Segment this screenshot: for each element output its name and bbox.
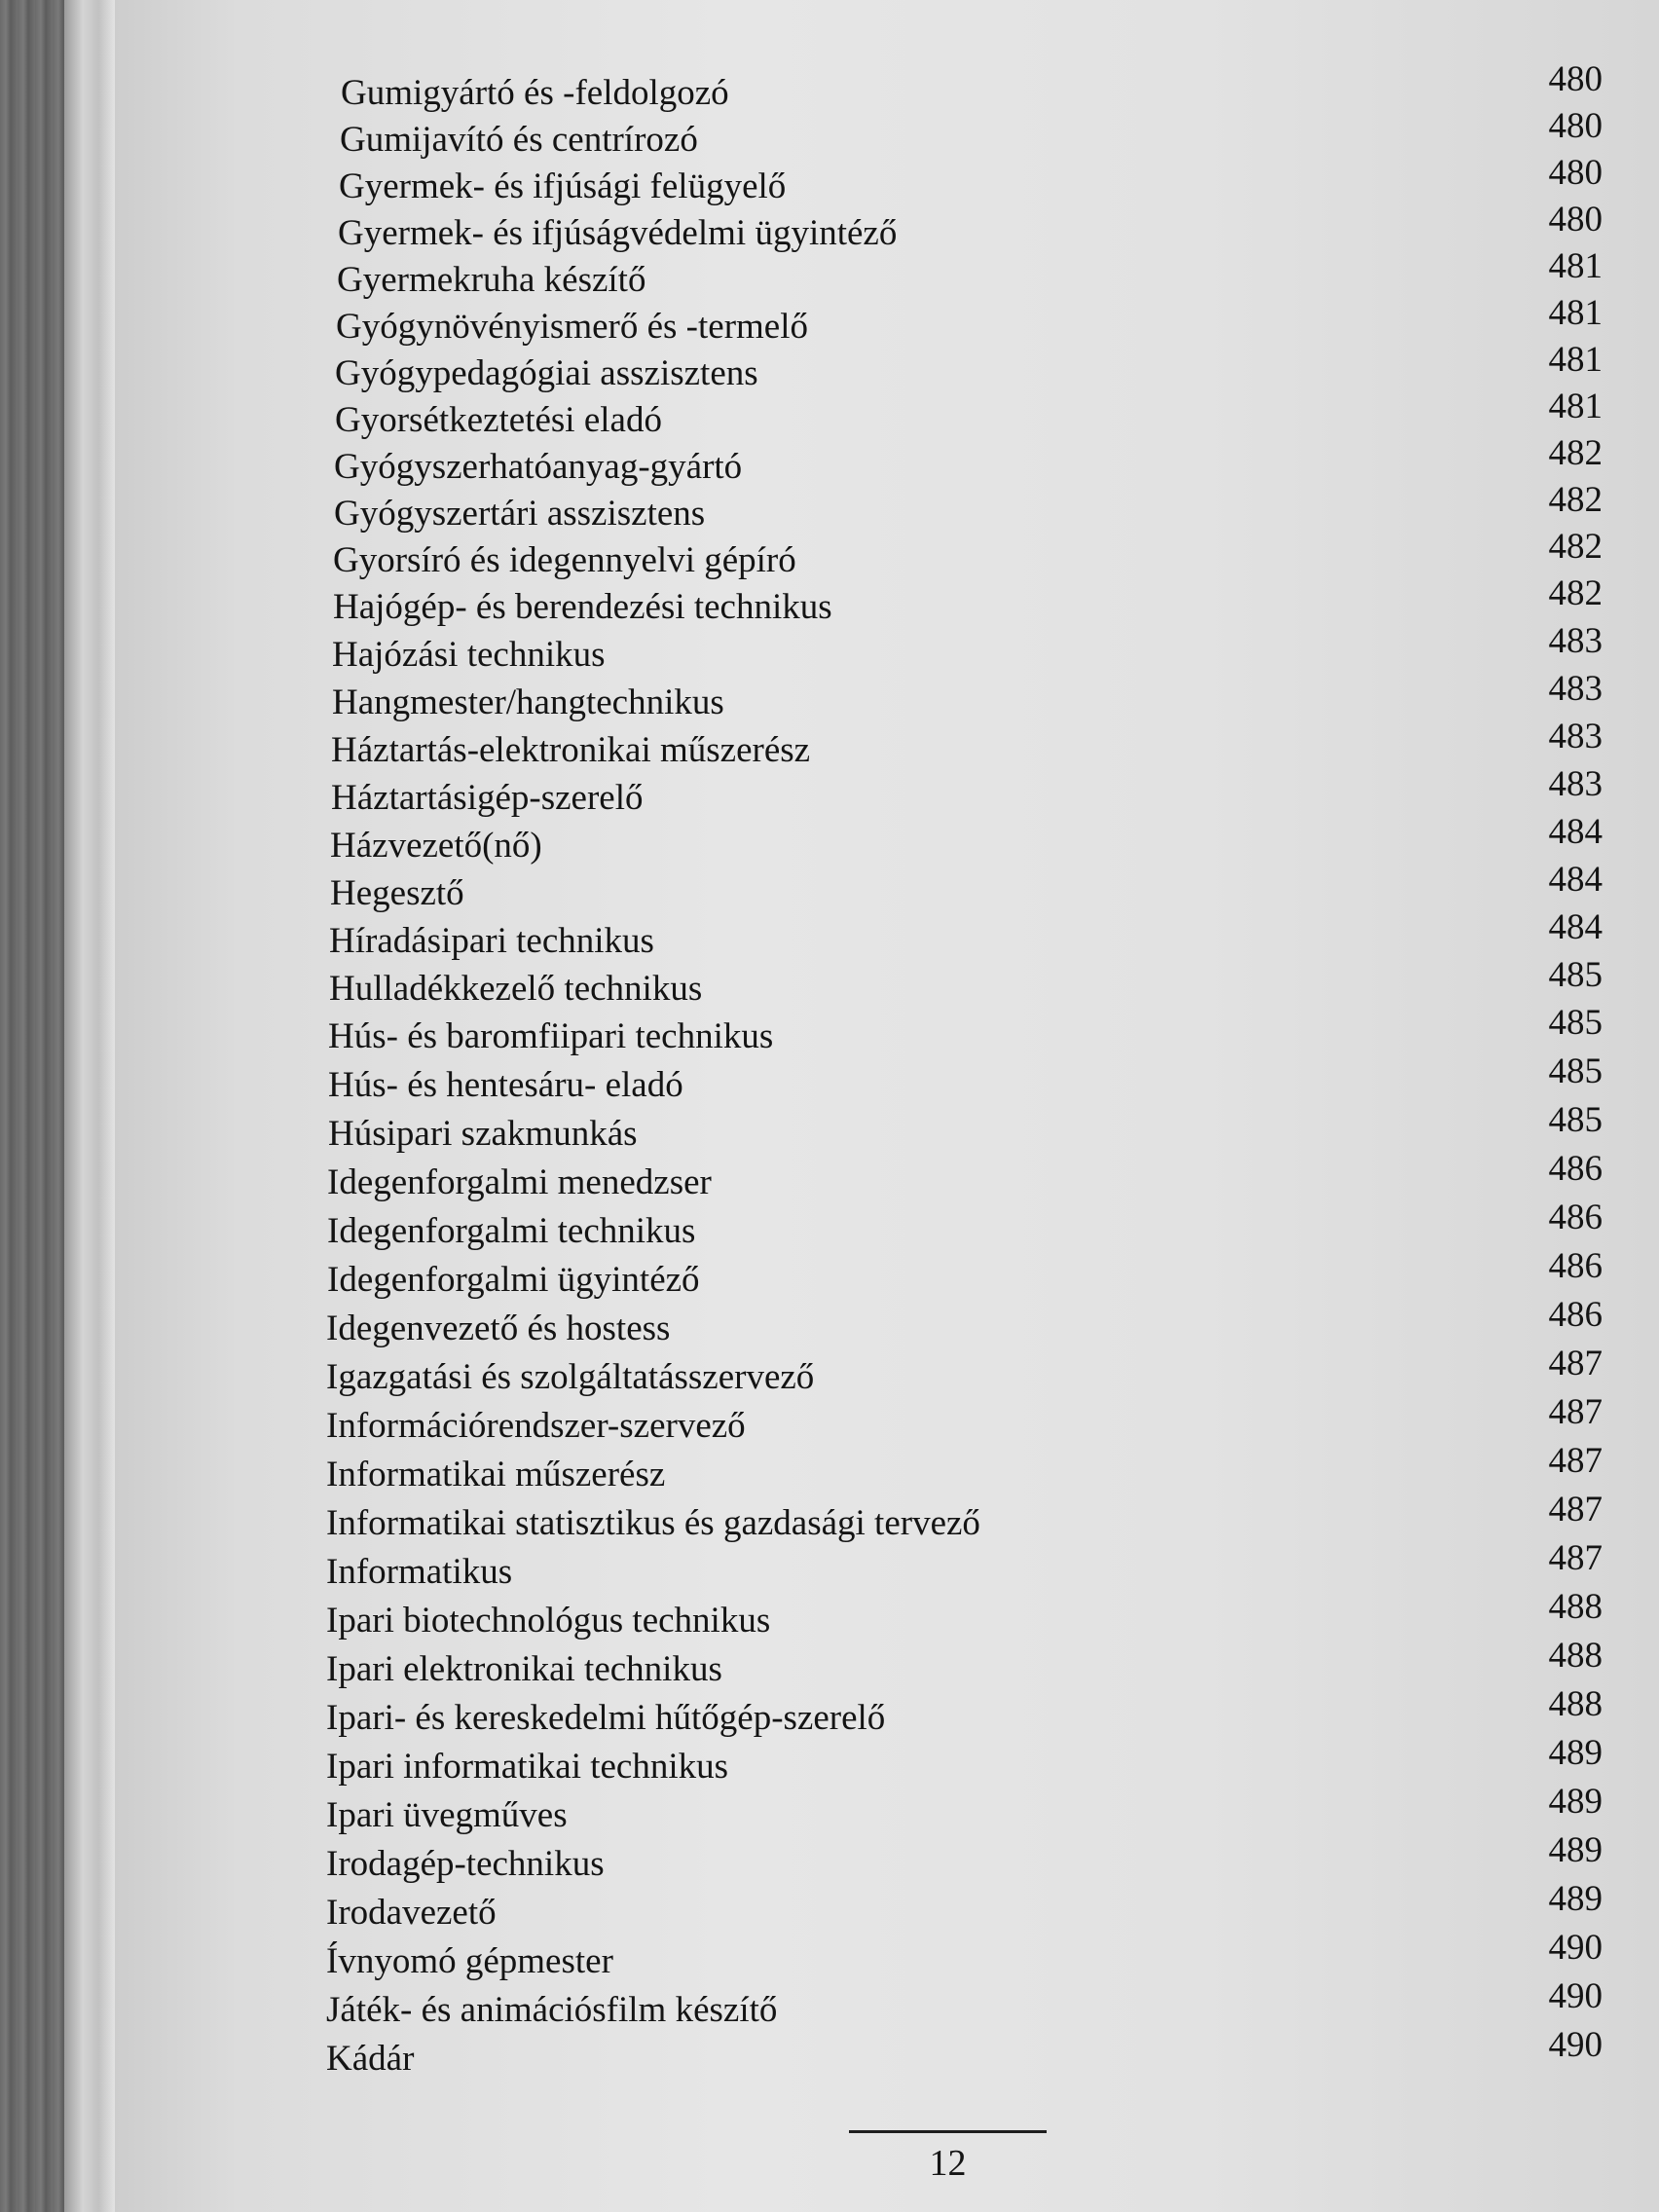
entry-page: 489 (1548, 1733, 1603, 1773)
toc-entry (326, 1782, 1653, 1839)
toc-entry (336, 293, 1653, 350)
entry-title: Informatikai statisztikus és gazdasági tervező (326, 1503, 980, 1543)
entry-page: 487 (1548, 1490, 1603, 1530)
entry-page: 486 (1548, 1295, 1603, 1335)
entry-title: Gyermek- és ifjúságvédelmi ügyintéző (338, 213, 898, 253)
entry-title: Gyermekruha készítő (337, 260, 646, 300)
toc-entry (326, 2025, 1653, 2083)
toc-entry (328, 1100, 1653, 1158)
entry-title: Hegesztő (330, 873, 464, 913)
toc-entry (326, 1392, 1653, 1450)
entry-title: Informatikus (326, 1552, 513, 1592)
entry-page: 489 (1548, 1879, 1603, 1919)
entry-page: 483 (1548, 669, 1603, 709)
entry-page: 487 (1548, 1392, 1603, 1432)
entry-page: 490 (1548, 2025, 1603, 2065)
entry-page: 480 (1548, 153, 1603, 193)
entry-title: Igazgatási és szolgáltatásszervező (326, 1357, 815, 1397)
entry-title: Ívnyomó gépmester (326, 1941, 613, 1981)
entry-page: 482 (1548, 527, 1603, 567)
entry-page: 485 (1548, 1051, 1603, 1091)
toc-entry (326, 1830, 1653, 1888)
entry-page: 485 (1548, 1100, 1603, 1140)
entry-title: Ipari informatikai technikus (326, 1747, 729, 1787)
entry-title: Idegenforgalmi ügyintéző (327, 1260, 700, 1300)
entry-title: Gumijavító és centrírozó (340, 120, 698, 160)
entry-page: 481 (1548, 387, 1603, 426)
toc-entry (330, 812, 1653, 869)
entry-page: 485 (1548, 955, 1603, 995)
entry-page: 481 (1548, 293, 1603, 333)
toc-entry (333, 573, 1653, 631)
entry-title: Informatikai műszerész (326, 1455, 666, 1494)
toc-entry (326, 1636, 1653, 1693)
entry-page: 484 (1548, 812, 1603, 852)
entry-page: 482 (1548, 573, 1603, 613)
toc-entry (327, 1149, 1653, 1206)
entry-page: 486 (1548, 1149, 1603, 1189)
entry-title: Információrendszer-szervező (326, 1406, 746, 1446)
toc-entry (326, 1976, 1653, 2034)
entry-title: Gumigyártó és -feldolgozó (341, 73, 729, 113)
entry-title: Gyógyszertári asszisztens (334, 494, 706, 534)
entry-title: Hangmester/hangtechnikus (332, 682, 724, 722)
entry-title: Hajógép- és berendezési technikus (333, 587, 832, 627)
toc-entry (335, 387, 1653, 444)
entry-title: Ipari üvegműves (326, 1795, 568, 1835)
entry-title: Hús- és baromfiipari technikus (328, 1016, 774, 1056)
toc-entry (326, 1587, 1653, 1644)
toc-entry (333, 527, 1653, 584)
toc-entry (330, 860, 1653, 917)
entry-page: 487 (1548, 1344, 1603, 1383)
toc-entry (332, 621, 1653, 679)
toc-entry (334, 433, 1653, 491)
entry-title: Hús- és hentesáru- eladó (328, 1065, 683, 1105)
entry-page: 487 (1548, 1441, 1603, 1481)
toc-entry (329, 955, 1653, 1013)
toc-entry (335, 340, 1653, 397)
toc-entry (331, 764, 1653, 822)
toc-entry (328, 1003, 1653, 1060)
entry-title: Gyorsíró és idegennyelvi gépíró (333, 540, 796, 580)
toc-entry (329, 907, 1653, 965)
entry-page: 484 (1548, 860, 1603, 900)
entry-title: Ipari- és kereskedelmi hűtőgép-szerelő (326, 1698, 886, 1738)
toc-entry (332, 669, 1653, 726)
entry-title: Idegenforgalmi menedzser (327, 1162, 712, 1202)
toc-entry (334, 480, 1653, 537)
entry-title: Irodagép-technikus (326, 1844, 605, 1884)
entry-title: Gyógyszerhatóanyag-gyártó (334, 447, 743, 487)
toc-entry (338, 200, 1653, 257)
entry-page: 486 (1548, 1246, 1603, 1286)
page-number: 12 (929, 2143, 967, 2184)
entry-title: Idegenvezető és hostess (326, 1309, 671, 1348)
entry-title: Híradásipari technikus (329, 921, 654, 961)
toc-entry (328, 1051, 1653, 1109)
entry-page: 484 (1548, 907, 1603, 947)
toc-entry (326, 1344, 1653, 1401)
entry-title: Háztartás-elektronikai műszerész (331, 730, 811, 770)
toc-entry (326, 1538, 1653, 1596)
toc-entry (326, 1441, 1653, 1498)
entry-page: 483 (1548, 764, 1603, 804)
entry-title: Irodavezető (326, 1893, 497, 1933)
entry-title: Hajózási technikus (332, 635, 606, 675)
toc-entry (337, 246, 1653, 304)
toc-entry (326, 1879, 1653, 1936)
entry-page: 483 (1548, 621, 1603, 661)
entry-page: 480 (1548, 106, 1603, 146)
entry-title: Kádár (326, 2039, 415, 2079)
entry-page: 480 (1548, 200, 1603, 240)
entry-page: 480 (1548, 59, 1603, 99)
entry-page: 482 (1548, 433, 1603, 473)
entry-page: 488 (1548, 1636, 1603, 1676)
toc-entry (326, 1928, 1653, 1985)
toc-entry (331, 717, 1653, 774)
entry-page: 488 (1548, 1587, 1603, 1627)
toc-entry (326, 1295, 1653, 1352)
entry-title: Gyógypedagógiai asszisztens (335, 353, 758, 393)
toc-entry (339, 153, 1653, 210)
toc-entry (340, 106, 1653, 164)
entry-page: 486 (1548, 1198, 1603, 1237)
entry-title: Gyermek- és ifjúsági felügyelő (339, 166, 787, 206)
entry-title: Hulladékkezelő technikus (329, 969, 703, 1009)
entry-page: 489 (1548, 1830, 1603, 1870)
entry-page: 490 (1548, 1976, 1603, 2016)
entry-title: Idegenforgalmi technikus (327, 1211, 696, 1251)
entry-title: Gyorsétkeztetési eladó (335, 400, 662, 440)
entry-page: 487 (1548, 1538, 1603, 1578)
footer-rule (849, 2130, 1047, 2133)
entry-title: Háztartásigép-szerelő (331, 778, 644, 818)
entry-page: 489 (1548, 1782, 1603, 1822)
entry-title: Húsipari szakmunkás (328, 1114, 638, 1154)
toc-entry (326, 1733, 1653, 1790)
entry-page: 482 (1548, 480, 1603, 520)
entry-title: Ipari biotechnológus technikus (326, 1601, 771, 1641)
entry-page: 481 (1548, 340, 1603, 380)
entry-page: 488 (1548, 1684, 1603, 1724)
entry-title: Játék- és animációsfilm készítő (326, 1990, 778, 2030)
entry-page: 485 (1548, 1003, 1603, 1043)
toc-entry (326, 1490, 1653, 1547)
toc-entry (327, 1198, 1653, 1255)
toc-entry (326, 1684, 1653, 1742)
toc-entry (327, 1246, 1653, 1304)
toc-entry (341, 59, 1653, 117)
entry-page: 481 (1548, 246, 1603, 286)
entry-page: 490 (1548, 1928, 1603, 1968)
entry-title: Gyógynövényismerő és -termelő (336, 307, 808, 347)
entry-title: Házvezető(nő) (330, 826, 542, 866)
entry-page: 483 (1548, 717, 1603, 756)
entry-title: Ipari elektronikai technikus (326, 1649, 722, 1689)
